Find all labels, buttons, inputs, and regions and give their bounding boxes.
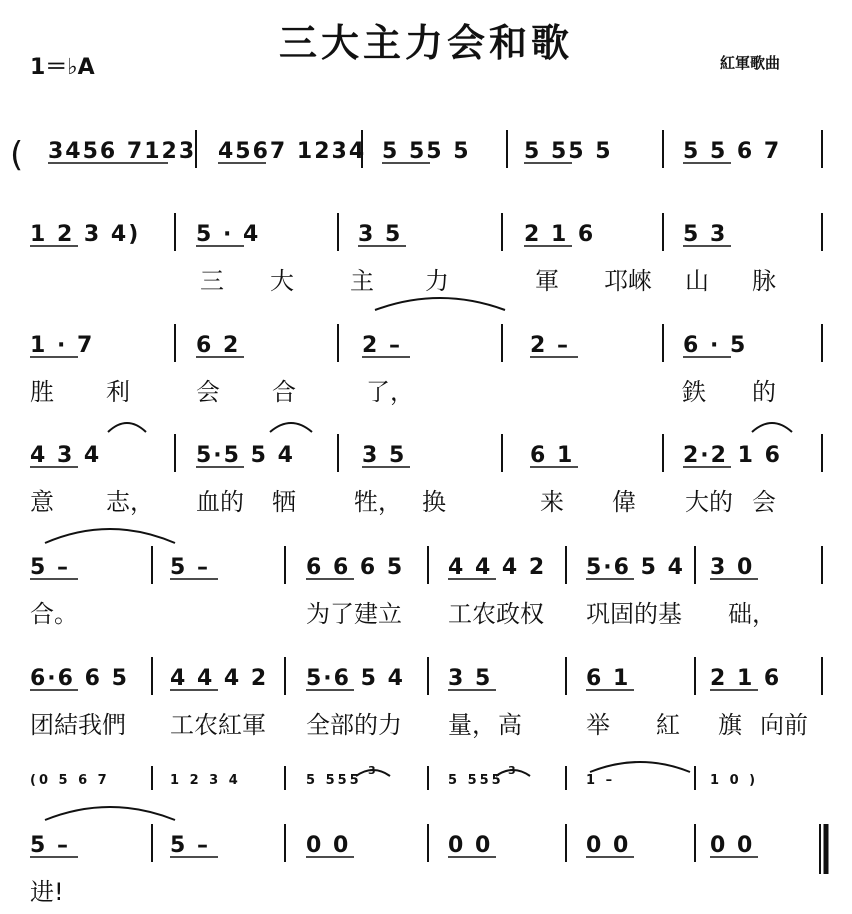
lyric-syllable: 山 xyxy=(685,267,709,295)
lyric-syllable: 会 xyxy=(752,488,776,516)
measure-notes: 2 – xyxy=(530,333,570,358)
measure-notes: 2 1 6 xyxy=(524,222,596,247)
measure-notes: 5 55 5 xyxy=(382,139,471,164)
lyric-syllable: 合 xyxy=(272,378,296,406)
measure-notes: 6·6 6 5 xyxy=(30,666,129,691)
lyric-syllable: 紅 xyxy=(656,711,680,739)
measure-notes: 4 4 4 2 xyxy=(448,555,547,580)
measure-notes: 5 – xyxy=(30,833,70,858)
measure-notes: 6 1 xyxy=(530,443,575,468)
lyric-syllable: 的 xyxy=(752,378,776,406)
measure-notes: 3 0 xyxy=(710,555,755,580)
slur-tie xyxy=(375,298,505,310)
lyric-syllable: 鉄 xyxy=(682,378,706,406)
lyric-syllable: 利 xyxy=(106,378,130,406)
measure-notes: 6 1 xyxy=(586,666,631,691)
measure-notes: 1 · 7 xyxy=(30,333,95,358)
measure-notes: 0 0 xyxy=(710,833,755,858)
slur-tie xyxy=(45,529,175,543)
measure-notes: 3 5 xyxy=(358,222,403,247)
lyric-syllable: 向前 xyxy=(760,711,808,739)
lyric-syllable: 旗 xyxy=(718,711,742,739)
slur-tie xyxy=(45,807,175,820)
lyric-syllable: 力 xyxy=(425,267,449,295)
lyric-syllable: 了， xyxy=(366,378,414,406)
measure-notes: 6 2 xyxy=(196,333,241,358)
lyric-syllable: 会 xyxy=(196,378,220,406)
lyric-syllable: 牲， xyxy=(354,488,402,516)
lyric-syllable: 軍 xyxy=(535,267,559,295)
lyric-syllable: 志， xyxy=(106,488,154,516)
measure-notes: 0 0 xyxy=(306,833,351,858)
lyric-syllable: 大的 xyxy=(685,488,733,516)
measure-notes: 4 4 4 2 xyxy=(170,666,269,691)
measure-notes: (0 5 6 7 xyxy=(30,773,110,788)
measure-notes: 0 0 xyxy=(448,833,493,858)
lyric-syllable: 偉 xyxy=(612,488,636,516)
measure-notes: 1 2 3 4) xyxy=(30,222,141,247)
triplet-number: 3 xyxy=(508,764,516,777)
measure-notes: 3 5 xyxy=(448,666,493,691)
measure-notes: 5·5 5 4 xyxy=(196,443,295,468)
measure-notes: 5 555 xyxy=(448,773,504,788)
measure-notes: 2 – xyxy=(362,333,402,358)
measure-notes: 2·2 1 6 xyxy=(683,443,782,468)
measure-notes: 5·6 5 4 xyxy=(306,666,405,691)
lyric-syllable: 量， xyxy=(448,711,496,739)
triplet-number: 3 xyxy=(368,764,376,777)
measure-notes: 6 · 5 xyxy=(683,333,748,358)
lyric-syllable: 高 xyxy=(498,711,522,739)
lyric-syllable: 合。 xyxy=(30,600,78,628)
measure-notes: 1 2 3 4 xyxy=(170,773,241,788)
measure-notes: 5 – xyxy=(170,555,210,580)
lyric-syllable: 主 xyxy=(350,267,374,295)
lyric-syllable: 工农政权 xyxy=(448,600,544,628)
measure-notes: 4 3 4 xyxy=(30,443,102,468)
lyric-syllable: 为了建立 xyxy=(306,600,402,628)
lyric-syllable: 进! xyxy=(30,878,64,906)
measure-notes: 1 0 ) xyxy=(710,773,759,788)
lyric-syllable: 全部的力 xyxy=(306,711,402,739)
measure-notes: 1 – xyxy=(586,773,616,788)
lyric-syllable: 团結我們 xyxy=(30,711,126,739)
measure-notes: 0 0 xyxy=(586,833,631,858)
measure-notes: 4567 1234 xyxy=(218,139,367,164)
lyric-syllable: 血的 xyxy=(196,488,244,516)
measure-notes: 5 5 6 7 xyxy=(683,139,782,164)
lyric-syllable: 举 xyxy=(586,711,610,739)
key-signature: 1＝♭A xyxy=(30,55,95,80)
measure-notes: 5 – xyxy=(30,555,70,580)
measure-notes: 3 5 xyxy=(362,443,407,468)
lyric-syllable: 意 xyxy=(30,488,54,516)
opening-paren: ( xyxy=(10,135,24,175)
lyric-syllable: 脉 xyxy=(752,267,776,295)
lyric-syllable: 三 xyxy=(200,267,224,295)
song-title: 三大主力会和歌 xyxy=(278,21,573,65)
lyric-syllable: 来 xyxy=(540,488,564,516)
slur-tie xyxy=(108,423,146,432)
measure-notes: 5 · 4 xyxy=(196,222,261,247)
measure-notes: 6 6 6 5 xyxy=(306,555,405,580)
lyric-syllable: 胜 xyxy=(30,378,54,406)
measure-notes: 5 55 5 xyxy=(524,139,613,164)
slur-tie xyxy=(590,762,690,772)
measure-notes: 5 555 xyxy=(306,773,362,788)
measure-notes: 2 1 6 xyxy=(710,666,782,691)
measure-notes: 5·6 5 4 xyxy=(586,555,685,580)
lyric-syllable: 工农紅軍 xyxy=(170,711,266,739)
lyric-syllable: 换 xyxy=(422,488,446,516)
measure-notes: 5 3 xyxy=(683,222,728,247)
lyric-syllable: 牺 xyxy=(272,488,296,516)
slur-tie xyxy=(270,423,312,432)
lyric-syllable: 础， xyxy=(728,600,776,628)
lyric-syllable: 邛崍 xyxy=(604,267,652,295)
measure-notes: 5 – xyxy=(170,833,210,858)
credit-label: 紅軍歌曲 xyxy=(720,54,781,72)
lyric-syllable: 巩固的基 xyxy=(586,600,682,628)
slur-tie xyxy=(752,423,792,432)
lyric-syllable: 大 xyxy=(270,267,294,295)
measure-notes: 3456 7123 xyxy=(48,139,197,164)
